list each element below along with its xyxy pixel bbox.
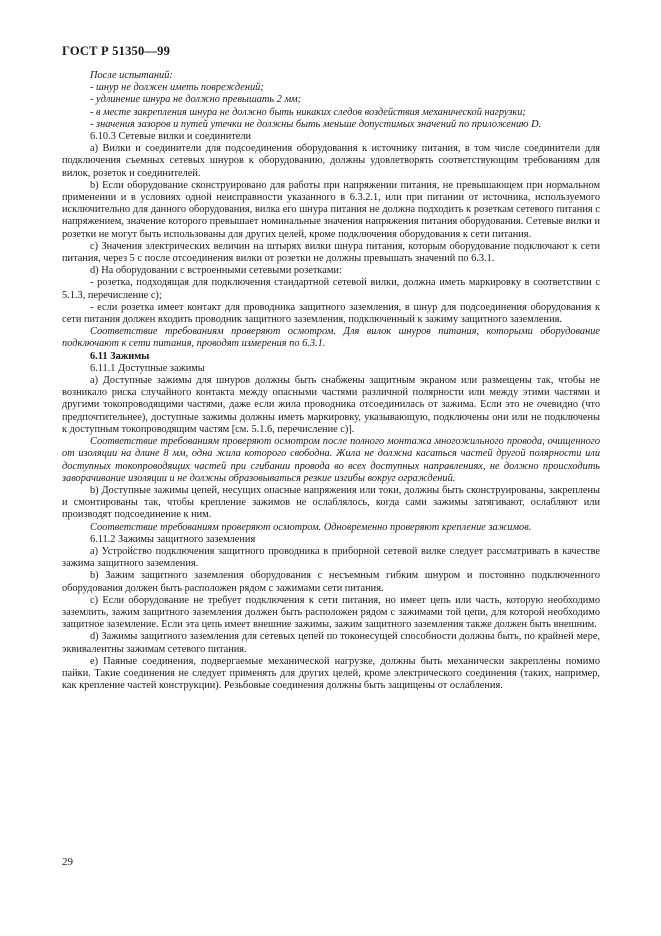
section-heading: 6.11 Зажимы: [90, 350, 150, 362]
paragraph: е) Паяные соединения, подвергаемые механической нагрузке, должны быть механически закреплены помимо пайки. Такие соединения не следует применять для других целей, кроме электрического соединения (таких, например, как крепление частей конструкции). Резьбовые соединения должны быть защищены от ослабления.: [62, 655, 600, 692]
paragraph: d) На оборудовании с встроенными сетевыми розетками:: [90, 265, 342, 277]
paragraph: с) Значения электрических величин на штырях вилки шнура питания, которым оборудование подключают к сети питания, через 5 с после отсоединения вилки от розетки не должны превышать значений по 6.3.1.: [62, 240, 600, 265]
list-item: - розетка, подходящая для подключения стандартной сетевой вилки, должна иметь маркировку в соответствии с 5.1.3, перечисление с);: [62, 277, 600, 301]
list-item: - в месте закрепления шнура не должно быть никаких следов воздействия механической нагрузки;: [90, 106, 526, 118]
paragraph: с) Если оборудование не требует подключения к сети питания, но имеет цепь или часть, которую необходимо заземлить, зажим защитного заземления должен быть расположен рядом с зажимами той цепи, для которой необходимо защитное заземление. Если эта цепь имеет внешние зажимы, зажим защитного заземления также должен быть внешним.: [62, 594, 600, 631]
list-item: - удлинение шнура не должно превышать 2 мм;: [90, 94, 302, 106]
section-heading: 6.11.2 Зажимы защитного заземления: [90, 533, 256, 545]
paragraph: После испытаний:: [90, 70, 173, 81]
paragraph: а) Доступные зажимы для шнуров должны быть снабжены защитным экраном или размещены так, чтобы не возникало риска случайного контакта между опасными частями различной полярности или между этими частями и другими токопроводящими частями, даже если жила проводника отсоединилась от зажима. Если это не очевидно (что предпочтительнее), доступные зажимы должны иметь маркировку, указывающую, подключены они или не подключены к доступным токопроводящим частям [см. 5.1.6, перечисление с)].: [62, 375, 600, 435]
compliance-note: Соответствие требованиям проверяют осмотром. Для вилок шнуров питания, которыми оборудование подключают к сети питания, проводят измерения по 6.3.1.: [62, 326, 600, 350]
list-item: - шнур не должен иметь повреждений;: [90, 82, 264, 94]
list-item: - если розетка имеет контакт для проводника защитного заземления, в шнур для подсоединения оборудования к сети питания должен входить проводник защитного заземления, подключенный к зажиму защитного заземления.: [62, 301, 600, 326]
paragraph: d) Зажимы защитного заземления для сетевых цепей по токонесущей способности должны быть, по крайней мере, эквивалентны зажимам сетевого питания.: [62, 631, 600, 655]
paragraph: а) Устройство подключения защитного проводника в приборной сетевой вилке следует рассматривать в качестве зажима защитного заземления.: [62, 545, 600, 570]
compliance-note: Соответствие требованиям проверяют осмотром. Одновременно проверяют крепление зажимов.: [90, 521, 532, 533]
section-heading: 6.10.3 Сетевые вилки и соединители: [90, 131, 252, 143]
paragraph: а) Вилки и соединители для подсоединения оборудования к источнику питания, в том числе соединители для подключения съемных сетевых шнуров к оборудованию, должны удовлетворять соответствующим требованиям для вилок, розеток и соединителей.: [62, 143, 600, 179]
paragraph: b) Доступные зажимы цепей, несущих опасные напряжения или токи, должны быть сконструированы, закреплены и смонтированы так, чтобы крепление зажимов не ослаблялось, когда сами зажимы затягивают, ослабляют или производят подсоединение к ним.: [62, 484, 600, 521]
page-number: 29: [62, 856, 73, 868]
paragraph: b) Зажим защитного заземления оборудования с несъемным гибким шнуром и постоянно подключенного оборудования должен быть расположен рядом с зажимами сети питания.: [62, 570, 600, 594]
section-heading: 6.11.1 Доступные зажимы: [90, 362, 205, 374]
paragraph: b) Если оборудование сконструировано для работы при напряжении питания, не превышающем при нормальном применении и в условиях одной неисправности указанного в 6.3.2.1, или при питании от источника, используемого исключительно для данного оборудования, вилка его шнура питания не должна подходить к розеткам сетевого питания с напряжением, значение которого превышает номинальные значения напряжения питания оборудования. Сетевые вилки и розетки не могут быть использованы для других целей, кроме подключения оборудования к сети питания.: [62, 179, 600, 240]
list-item: - значения зазоров и путей утечки не должны быть меньше допустимых значений по приложению D.: [90, 118, 542, 130]
document-header: ГОСТ Р 51350—99: [62, 44, 171, 58]
document-body: [62, 70, 600, 692]
compliance-note: Соответствие требованиям проверяют осмотром после полного монтажа многожильного провода, очищенного от изоляции на длине 8 мм, одна жила которого свободна. Жила не должна касаться частей другой полярности или доступных токопроводящих частей при сгибании провода во всех доступных направлениях, не должно происходить заворачивание изоляции и не должны образовываться резкие изгибы вокруг ограждений.: [62, 436, 600, 484]
